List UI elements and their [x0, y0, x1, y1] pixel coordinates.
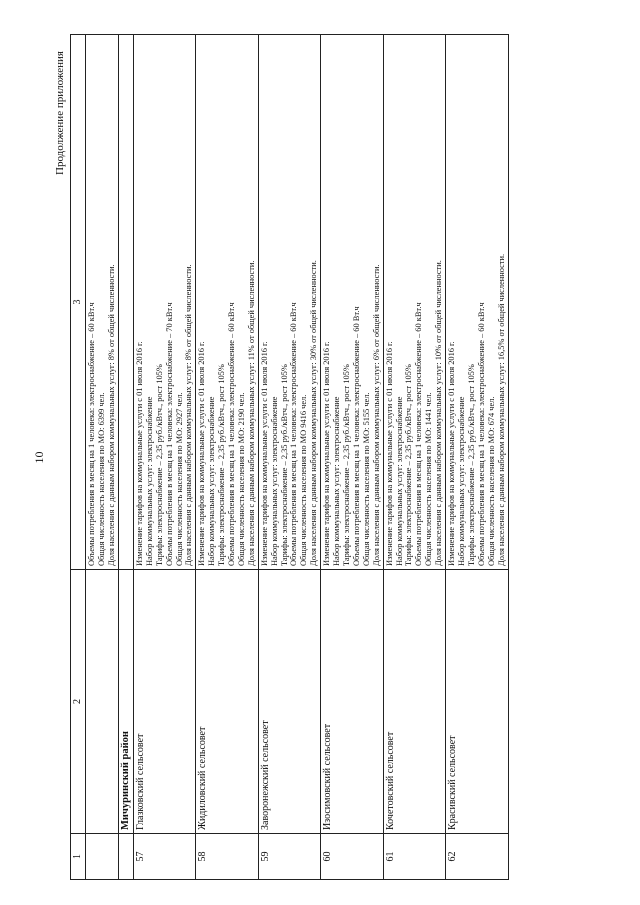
lead-row: [85, 35, 118, 880]
detail-line: Тарифы: электроснабжение – 2,35 руб./кВтч., рост 105%: [154, 364, 164, 566]
detail-line: Доля населения с данным набором коммунальных услуг: 8% от общей численности.: [184, 264, 194, 566]
appendix-table: [70, 34, 509, 880]
detail-line: Доля населения с данным набором коммунальных услуг: 10% от общей численности.: [434, 260, 444, 566]
row-number: 60: [321, 834, 383, 880]
detail-line: Объемы потребления в месяц на 1 человека: электроснабжение – 60 кВт.ч: [414, 302, 424, 566]
detail-line: Общая численность населения по МО: 2927 чел.: [174, 392, 184, 566]
tariff-details: [133, 35, 195, 570]
row-number: 61: [383, 834, 445, 880]
detail-line: Тарифы: электроснабжение – 2,35 руб./кВтч., рост 105%: [404, 364, 414, 566]
lead-line: Общая численность населения по МО: 6399 чел.: [96, 392, 106, 566]
settlement-name: Изосимовский сельсовет: [321, 570, 383, 834]
detail-line: Изменение тарифов на коммунальные услуги с 01 июля 2016 г.: [259, 341, 269, 566]
settlement-rows: [133, 35, 508, 880]
continuation-label: Продолжение приложения: [54, 51, 66, 175]
detail-line: Тарифы: электроснабжение – 2,35 руб./кВтч., рост 105%: [342, 364, 352, 566]
detail-line: Объемы потребления в месяц на 1 человека: электроснабжение – 60 Вт.ч: [351, 306, 361, 566]
settlement-name: Заворонежский сельсовет: [258, 570, 320, 834]
header-col-3: 3: [71, 35, 86, 570]
row-number: 62: [446, 834, 508, 880]
detail-line: Изменение тарифов на коммунальные услуги с 01 июля 2016 г.: [134, 341, 144, 566]
detail-line: Набор коммунальных услуг: электроснабжение: [456, 396, 466, 566]
detail-line: Набор коммунальных услуг: электроснабжение: [332, 396, 342, 566]
detail-line: Объемы потребления в месяц на 1 человека: электроснабжение – 70 кВт.ч: [164, 302, 174, 566]
detail-line: Общая численность населения по МО 9416 чел.: [299, 394, 309, 566]
table-row: [196, 35, 258, 880]
table-row: [383, 35, 445, 880]
lead-line: Объемы потребления в месяц на 1 человека: электроснабжение – 60 кВт.ч: [86, 302, 96, 566]
detail-line: Доля населения с данным набором коммунальных услуг: 30% от общей численности.: [309, 260, 319, 566]
table-row: [321, 35, 383, 880]
detail-line: Тарифы: электроснабжение – 2,35 руб./кВтч., рост 105%: [466, 364, 476, 566]
rotated-page: [32, 35, 624, 880]
row-number: 59: [258, 834, 320, 880]
tariff-details: [321, 35, 383, 570]
detail-line: Общая численность населения по МО: 5155 чел.: [361, 392, 371, 566]
detail-line: Общая численность населения по МО: 1441 чел.: [424, 392, 434, 566]
header-col-2: 2: [71, 570, 86, 834]
detail-line: Тарифы: электроснабжение – 2,35 руб./кВтч., рост 105%: [279, 364, 289, 566]
tariff-details: [258, 35, 320, 570]
header-row: [71, 35, 86, 880]
table-row: [133, 35, 195, 880]
header-col-1: 1: [71, 834, 86, 880]
detail-line: Тарифы: электроснабжение – 2,35 руб./кВтч., рост 105%: [217, 364, 227, 566]
detail-line: Изменение тарифов на коммунальные услуги с 01 июля 2016 г.: [447, 341, 457, 566]
detail-line: Общая численность населения по МО: 674 чел.: [486, 396, 496, 566]
detail-line: Набор коммунальных услуг: электроснабжение: [394, 396, 404, 566]
detail-line: Объемы потребления в месяц на 1 человека: электроснабжение – 60 кВт.ч: [289, 302, 299, 566]
page-number: 10: [32, 451, 46, 464]
settlement-name: Красивский сельсовет: [446, 570, 508, 834]
table-row: [446, 35, 508, 880]
detail-line: Набор коммунальных услуг: электроснабжение: [269, 396, 279, 566]
row-number: 57: [133, 834, 195, 880]
detail-line: Объемы потребления в месяц на 1 человека: электроснабжение – 60 кВт.ч: [227, 302, 237, 566]
detail-line: Доля населения с данным набором коммунальных услуг: 6% от общей численности.: [371, 264, 381, 566]
row-number: 58: [196, 834, 258, 880]
settlement-name: Глазковский сельсовет: [133, 570, 195, 834]
detail-line: Набор коммунальных услуг: электроснабжение: [207, 396, 217, 566]
detail-line: Объемы потребления в месяц на 1 человека: электроснабжение – 60 кВт.ч: [476, 302, 486, 566]
tariff-details: [446, 35, 508, 570]
detail-line: Доля населения с данным набором коммунальных услуг: 16,5% от общей численности.: [496, 253, 506, 566]
district-row: [118, 35, 133, 880]
detail-line: Изменение тарифов на коммунальные услуги с 01 июля 2016 г.: [322, 341, 332, 566]
table-row: [258, 35, 320, 880]
detail-line: Изменение тарифов на коммунальные услуги с 01 июля 2016 г.: [197, 341, 207, 566]
detail-line: Доля населения с данным набором коммунальных услуг: 11% от общей численности.: [246, 260, 256, 566]
settlement-name: Кочетовский сельсовет: [383, 570, 445, 834]
detail-line: Общая численность населения по МО: 2190 чел.: [236, 392, 246, 566]
settlement-name: Жидиловский сельсовет: [196, 570, 258, 834]
detail-line: Набор коммунальных услуг: электроснабжение: [144, 396, 154, 566]
tariff-details: [383, 35, 445, 570]
district-name: Мичуринский район: [118, 570, 133, 834]
tariff-details: [196, 35, 258, 570]
detail-line: Изменение тарифов на коммунальные услуги с 01 июля 2016 г.: [384, 341, 394, 566]
lead-text: [85, 35, 118, 570]
lead-line: Доля населения с данным набором коммунальных услуг: 8% от общей численности.: [106, 264, 116, 566]
